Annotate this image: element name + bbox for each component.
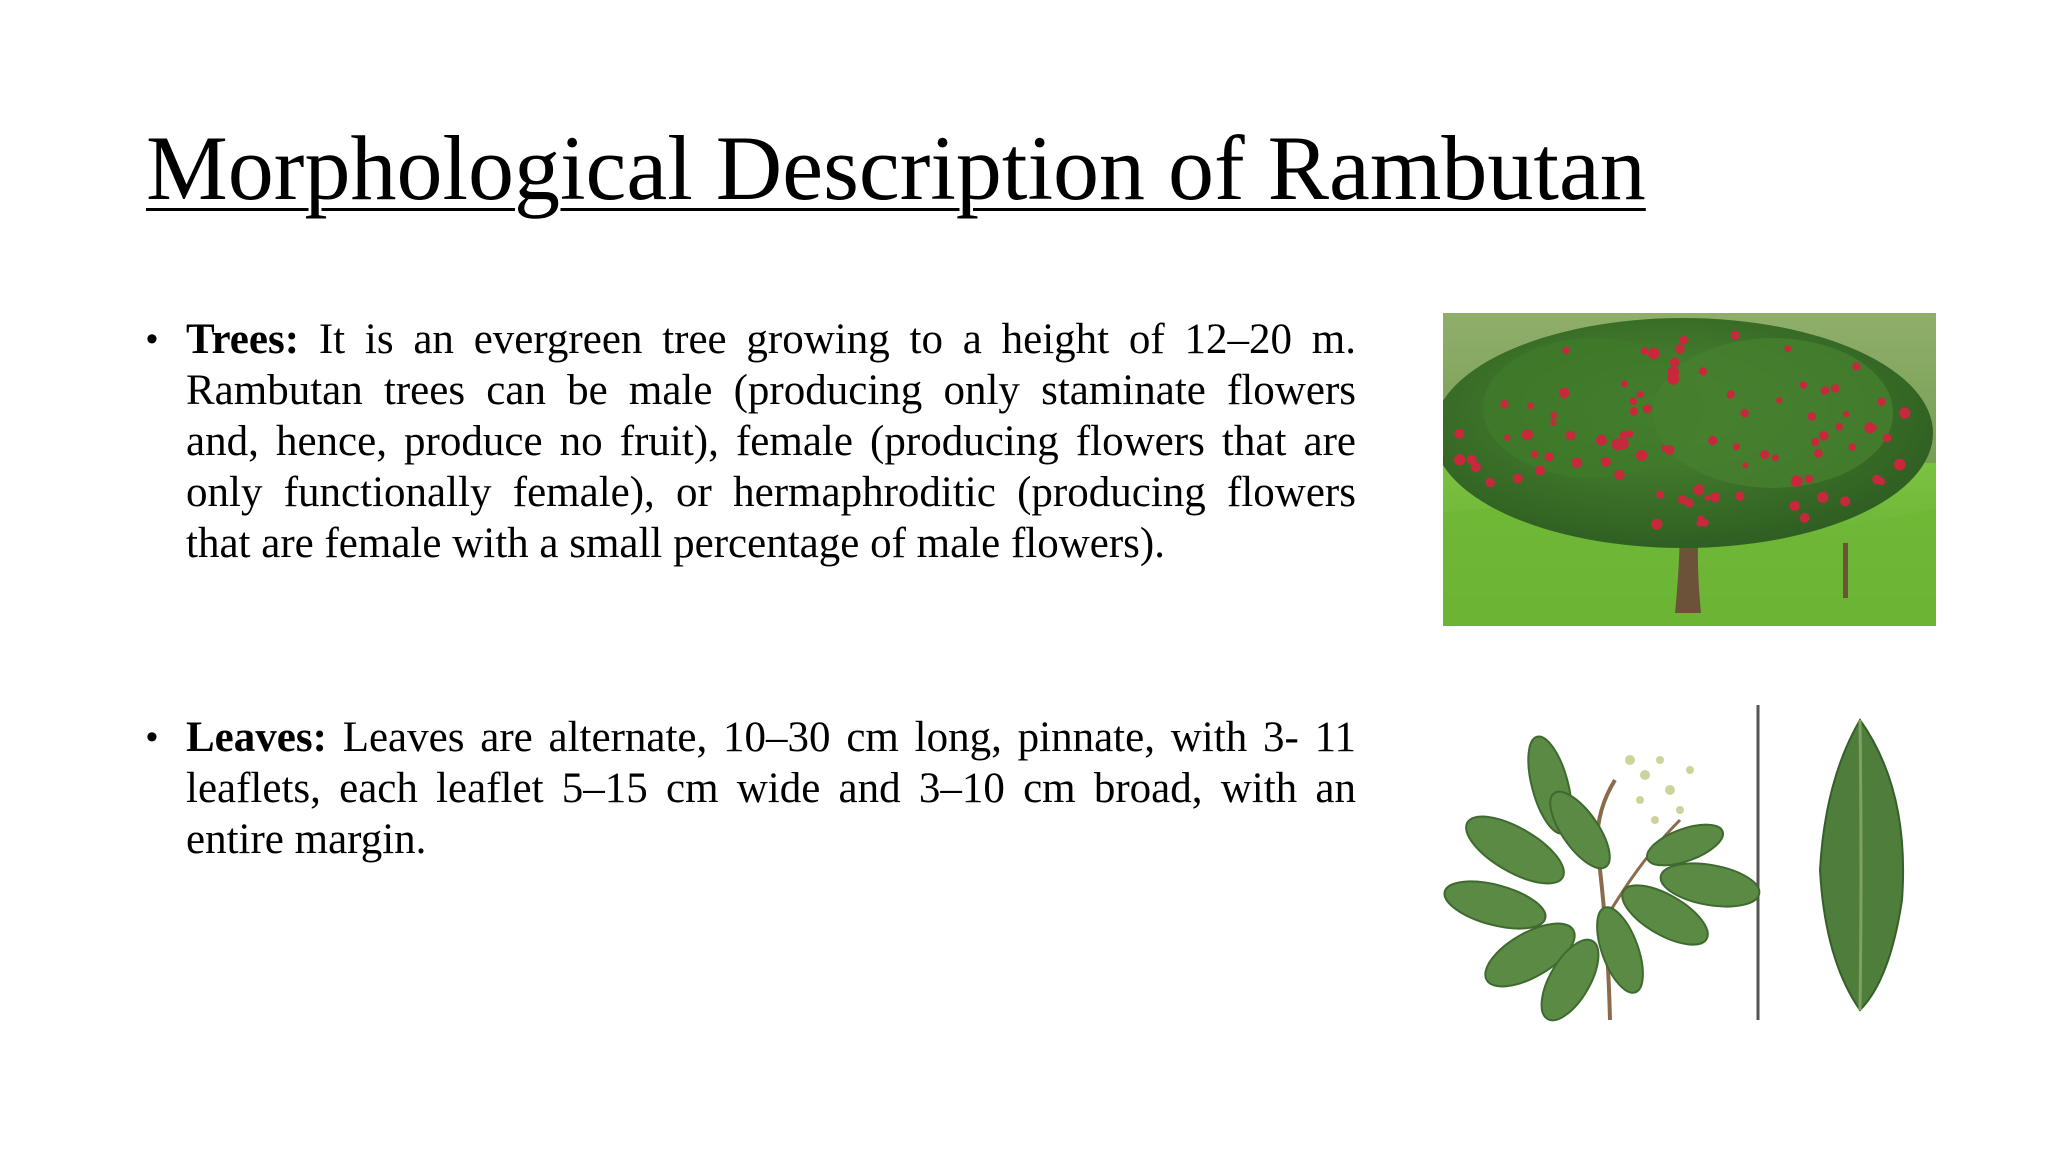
bullet-marker: • — [146, 718, 158, 756]
bullet-heading: Leaves: — [186, 714, 327, 761]
bullet-marker: • — [146, 320, 158, 358]
bullet-leaves — [146, 712, 1356, 865]
bullet-text: Leaves are alternate, 10–30 cm long, pinnate, with 3- 11 leaflets, each leaflet 5–15 cm wide and 3–10 cm broad, with an entire margin. — [186, 714, 1356, 863]
bullet-trees — [146, 314, 1356, 569]
bullet-text: It is an evergreen tree growing to a height of 12–20 m. Rambutan trees can be male (producing only staminate flowers and, hence, produce no fruit), female (producing flowers that are only functionally female), or hermaphroditic (producing flowers that are female with a small percentage of male flowers). — [186, 316, 1356, 567]
bullet-paragraph — [186, 314, 1356, 569]
bullet-paragraph — [186, 712, 1356, 865]
bullet-heading: Trees: — [186, 316, 300, 363]
rambutan-leaves-image — [1440, 700, 1950, 1030]
rambutan-tree-image — [1443, 313, 1936, 626]
slide-title: Morphological Description of Rambutan — [146, 117, 1646, 219]
